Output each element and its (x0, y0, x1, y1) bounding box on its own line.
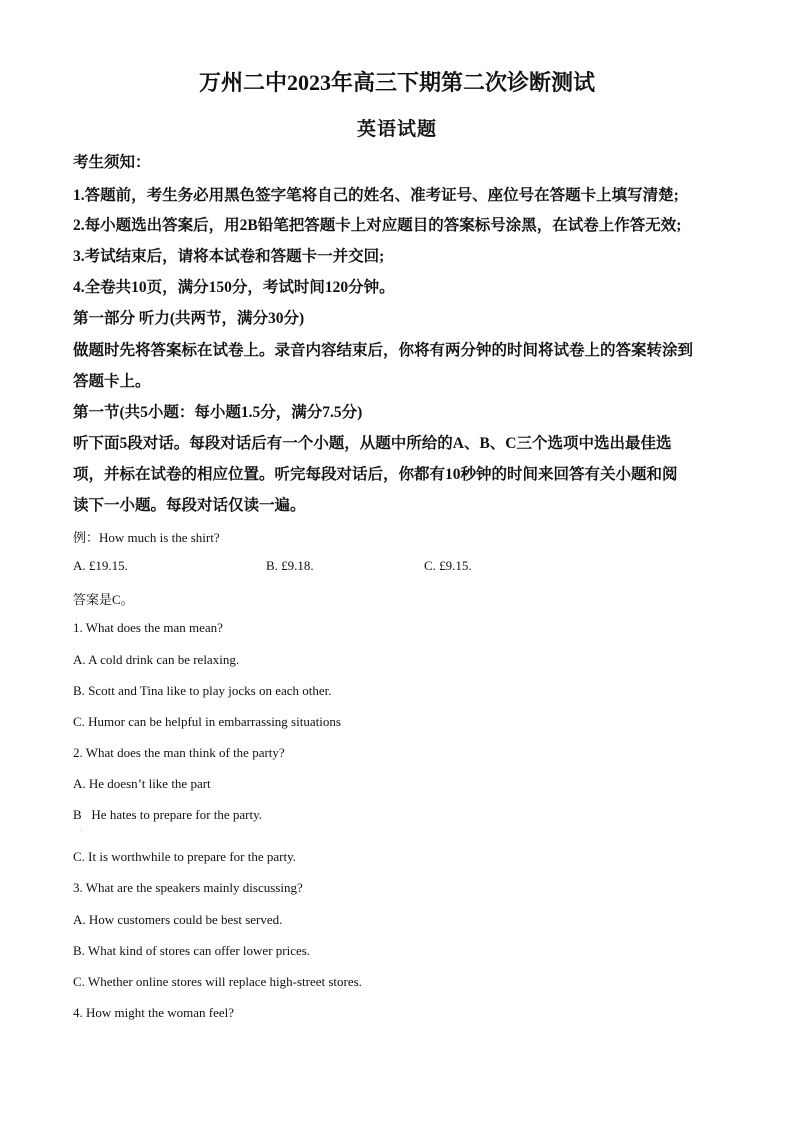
section1-instruction-line-1: 听下面5段对话。每段对话后有一个小题，从题中所给的A、B、C三个选项中选出最佳选 (73, 435, 672, 452)
question-2-option-a: A. He doesn’t like the part (73, 776, 211, 791)
question-2-option-b: B He hates to prepare for the party. (73, 807, 263, 822)
section1-heading: 第一节(共5小题：每小题1.5分，满分7.5分) (73, 404, 363, 421)
question-1: 1. What does the man mean? (73, 620, 223, 635)
section1-instruction-line-3: 读下一小题。每段对话仅读一遍。 (73, 497, 306, 514)
exam-subtitle: 英语试题 (356, 119, 437, 140)
notice-item-2: 2.每小题选出答案后，用2B铅笔把答题卡上对应题目的答案标号涂黑，在试卷上作答无效; (73, 217, 682, 234)
question-3: 3. What are the speakers mainly discussing? (73, 880, 303, 895)
notice-heading: 考生须知： (73, 154, 151, 171)
question-4: 4. How might the woman feel? (73, 1005, 235, 1020)
stray-mark: . (81, 827, 83, 833)
question-3-option-a: A. How customers could be best served. (73, 912, 283, 927)
part1-instruction-line-2: 答题卡上。 (73, 373, 151, 390)
notice-item-3: 3.考试结束后，请将本试卷和答题卡一并交回; (73, 248, 385, 265)
exam-title: 万州二中2023年高三下期第二次诊断测试 (198, 70, 595, 95)
question-3-option-b: B. What kind of stores can offer lower prices. (73, 943, 311, 958)
question-1-option-a: A. A cold drink can be relaxing. (73, 652, 240, 667)
notice-item-4: 4.全卷共10页，满分150分，考试时间120分钟。 (73, 279, 395, 296)
example-answer: 答案是C。 (73, 592, 134, 607)
example-question: 例：How much is the shirt? (73, 530, 220, 545)
question-1-option-c: C. Humor can be helpful in embarrassing situations (73, 714, 341, 729)
part1-instruction-line-1: 做题时先将答案标在试卷上。录音内容结束后，你将有两分钟的时间将试卷上的答案转涂到 (73, 342, 694, 359)
notice-item-1: 1.答题前，考生务必用黑色签字笔将自己的姓名、准考证号、座位号在答题卡上填写清楚; (73, 187, 679, 204)
section1-instruction-line-2: 项，并标在试卷的相应位置。听完每段对话后，你都有10秒钟的时间来回答有关小题和阅 (73, 466, 678, 483)
part1-heading: 第一部分 听力(共两节，满分30分) (73, 310, 305, 327)
example-option-b: B. £9.18. (266, 558, 314, 573)
example-option-c: C. £9.15. (424, 558, 472, 573)
example-option-a: A. £19.15. (73, 558, 128, 573)
question-2: 2. What does the man think of the party? (73, 745, 285, 760)
question-1-option-b: B. Scott and Tina like to play jocks on each other. (73, 683, 332, 698)
question-3-option-c: C. Whether online stores will replace high-street stores. (73, 974, 362, 989)
question-2-option-c: C. It is worthwhile to prepare for the party. (73, 849, 296, 864)
